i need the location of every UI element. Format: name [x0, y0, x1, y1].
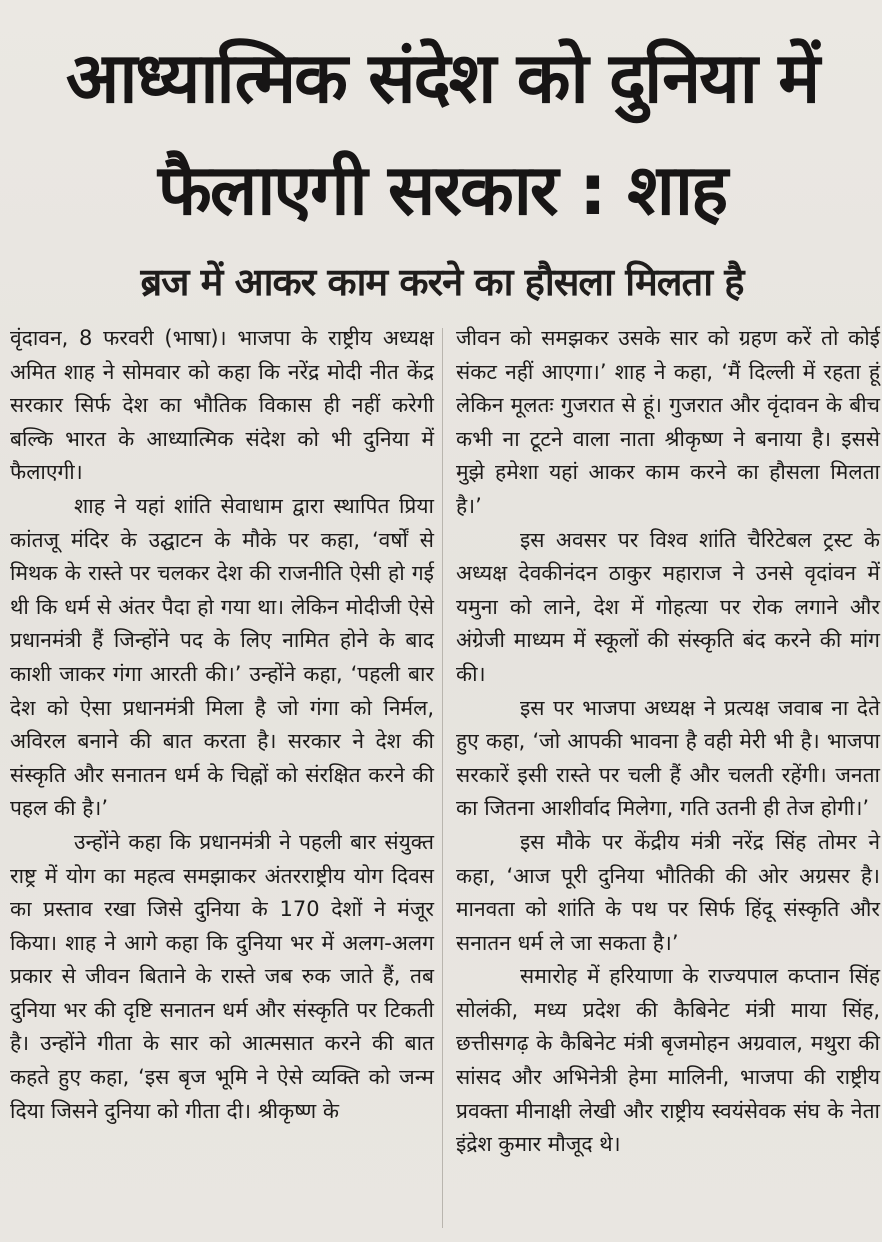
paragraph: शाह ने यहां शांति सेवाधाम द्वारा स्थापित प्रिया कांतजू मंदिर के उद्घाटन के मौके पर कहा, ‘वर्षों से मिथक के रास्ते पर चलकर देश की राजनीति ऐसी हो गई थी कि धर्म से अंतर पैदा हो गया था। लेकिन मोदीजी ऐसे प्रधानमंत्री हैं जिन्होंने पद के लिए नामित होने के बाद काशी जाकर गंगा आरती की।’ उन्होंने कहा, ‘पहली बार देश को ऐसा प्रधानमंत्री मिला है जो गंगा को निर्मल, अविरल बनाने की बात करता है। सरकार ने देश की संस्कृति और सनातन धर्म के चिह्नों को संरक्षित करने की पहल की है।’	[10, 493, 434, 821]
column-divider	[442, 328, 443, 1228]
right-column	[456, 322, 880, 1162]
paragraph: उन्होंने कहा कि प्रधानमंत्री ने पहली बार संयुक्त राष्ट्र में योग का महत्व समझाकर अंतरराष्ट्रीय योग दिवस का प्रस्ताव रखा जिसे दुनिया के 170 देशों ने मंजूर किया। शाह ने आगे कहा कि दुनिया भर में अलग-अलग प्रकार से जीवन बिताने के रास्ते जब रुक जाते हैं, तब दुनिया भर की दृष्टि सनातन धर्म और संस्कृति पर टिकती है। उन्होंने गीता के सार को आत्मसात करने की बात कहते हुए कहा, ‘इस बृज भूमि ने ऐसे व्यक्ति को जन्म दिया जिसने दुनिया को गीता दी। श्रीकृष्ण के	[10, 829, 434, 1123]
paragraph: इस अवसर पर विश्व शांति चैरिटेबल ट्रस्ट के अध्यक्ष देवकीनंदन ठाकुर महाराज ने उनसे वृदांवन में यमुना को लाने, देश में गोहत्या पर रोक लगाने और अंग्रेजी माध्यम में स्कूलों की संस्कृति बंद करने की मांग की।	[456, 527, 880, 686]
subheadline: ब्रज में आकर काम करने का हौसला मिलता है	[140, 260, 744, 304]
paragraph: इस पर भाजपा अध्यक्ष ने प्रत्यक्ष जवाब ना देते हुए कहा, ‘जो आपकी भावना है वही मेरी भी है। भाजपा सरकारें इसी रास्ते पर चली हैं और चलती रहेंगी। जनता का जितना आशीर्वाद मिलेगा, गति उतनी ही तेज होगी।’	[456, 695, 880, 821]
paragraph: जीवन को समझकर उसके सार को ग्रहण करें तो कोई संकट नहीं आएगा।’ शाह ने कहा, ‘मैं दिल्ली में रहता हूं लेकिन मूलतः गुजरात से हूं। गुजरात और वृंदावन के बीच कभी ना टूटने वाला नाता श्रीकृष्ण ने बनाया है। इससे मुझे हमेशा यहां आकर काम करने का हौसला मिलता है।’	[456, 326, 880, 518]
paragraph: वृंदावन, 8 फरवरी (भाषा)। भाजपा के राष्ट्रीय अध्यक्ष अमित शाह ने सोमवार को कहा कि नरेंद्र मोदी नीत केंद्र सरकार सिर्फ देश का भौतिक विकास ही नहीं करेगी बल्कि भारत के आध्यात्मिक संदेश को भी दुनिया में फैलाएगी।	[10, 326, 434, 485]
headline: आध्यात्मिक संदेश को दुनिया में फैलाएगी सरकार : शाह	[65, 37, 819, 231]
paragraph: इस मौके पर केंद्रीय मंत्री नरेंद्र सिंह तोमर ने कहा, ‘आज पूरी दुनिया भौतिकी की ओर अग्रसर है। मानवता को शांति के पथ पर सिर्फ हिंदू संस्कृति और सनातन धर्म ले जा सकता है।’	[456, 829, 880, 955]
left-column	[10, 322, 434, 1128]
paragraph: समारोह में हरियाणा के राज्यपाल कप्तान सिंह सोलंकी, मध्य प्रदेश की कैबिनेट मंत्री माया सिंह, छत्तीसगढ़ के कैबिनेट मंत्री बृजमोहन अग्रवाल, मथुरा की सांसद और अभिनेत्री हेमा मालिनी, भाजपा की राष्ट्रीय प्रवक्ता मीनाक्षी लेखी और राष्ट्रीय स्वयंसेवक संघ के नेता इंद्रेश कुमार मौजूद थे।	[456, 964, 880, 1157]
